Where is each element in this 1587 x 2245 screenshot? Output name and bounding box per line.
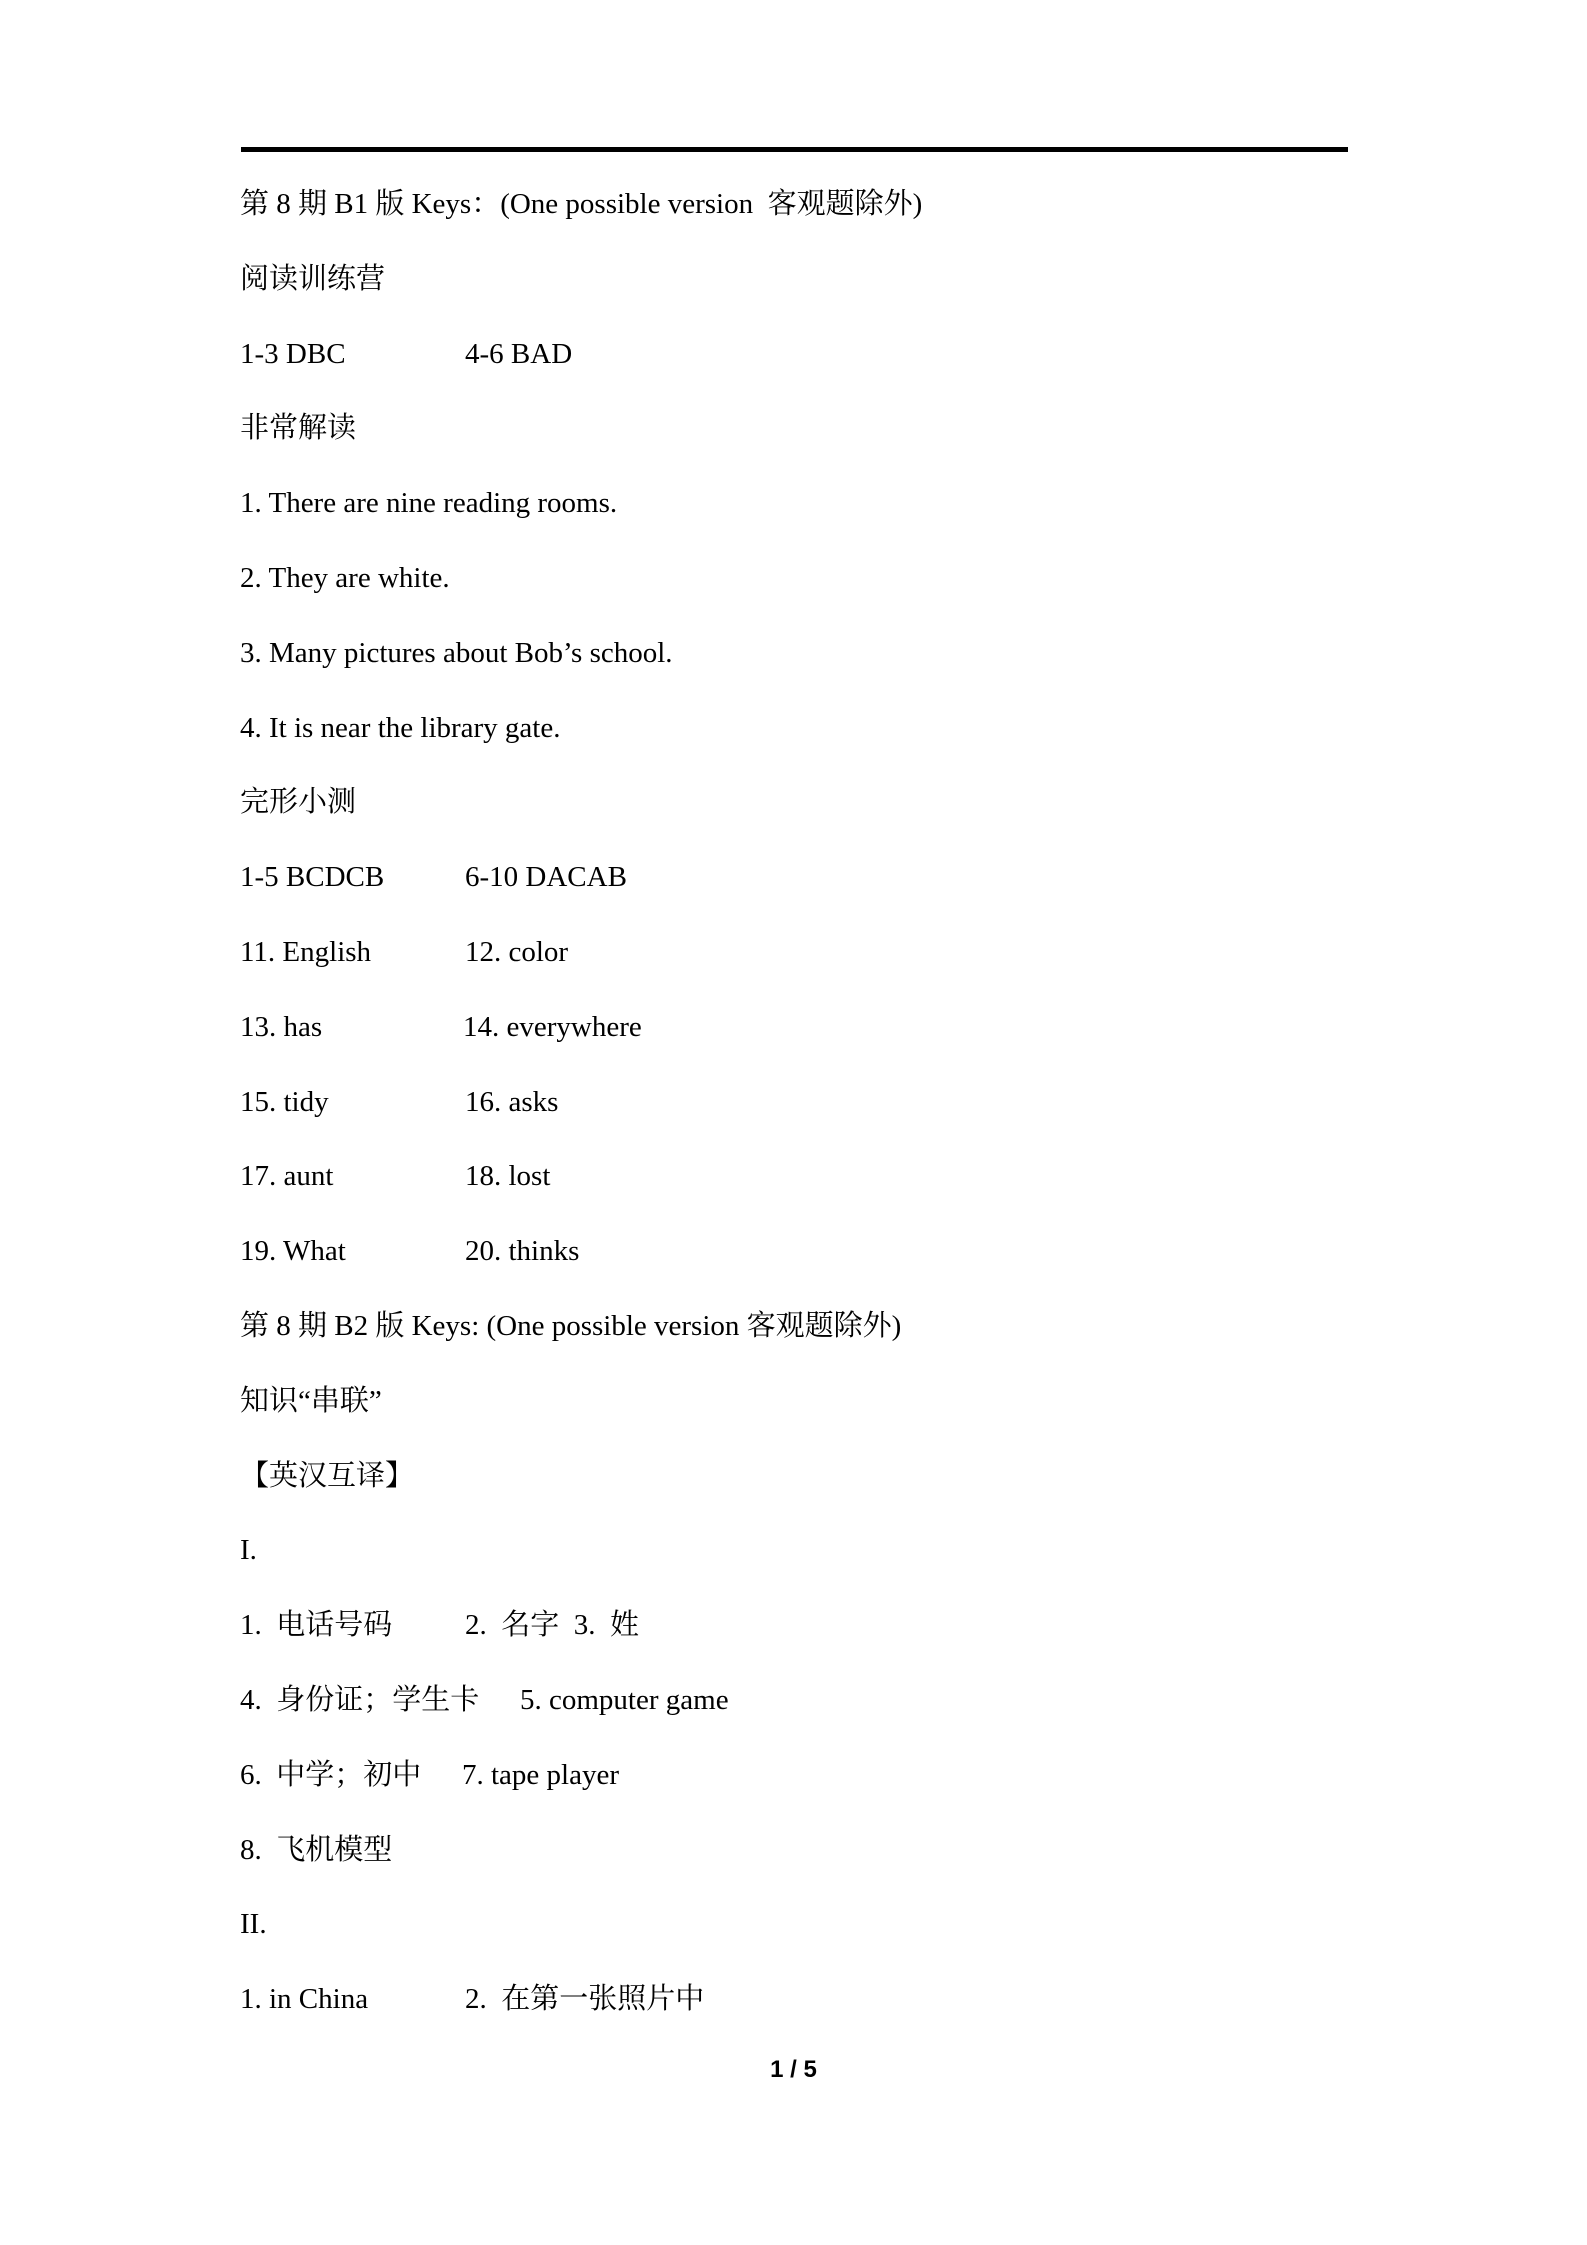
answer-col-2: 14. everywhere (463, 1010, 642, 1043)
answer-col-1: 15. tidy (240, 1085, 329, 1118)
answer-line: 1. There are nine reading rooms. (240, 487, 618, 520)
answer-row (240, 1214, 1350, 1289)
answer-row (240, 990, 1350, 1065)
answer-col-1: 11. English (240, 935, 372, 968)
answer-row (240, 915, 1350, 990)
header-rule (241, 147, 1348, 152)
answer-col-2: 16. asks (465, 1085, 559, 1118)
answer-col-1: 1. 电话号码 (240, 1609, 393, 1642)
answer-col-2: 20. thinks (465, 1235, 580, 1268)
section-title-reading-camp: 阅读训练营 (240, 262, 386, 295)
answer-row (240, 317, 1350, 392)
answer-line: 3. Many pictures about Bob’s school. (240, 636, 673, 669)
answer-col-1: 1-3 DBC (240, 337, 346, 370)
document-body (240, 167, 1350, 2037)
answer-col-1: 1. in China (240, 1983, 369, 2016)
answer-row (240, 1962, 1350, 2037)
answer-col-1: 13. has (240, 1010, 323, 1043)
answer-row (240, 1139, 1350, 1214)
answer-col-2: 5. computer game (520, 1683, 729, 1716)
answer-row (240, 1663, 1350, 1738)
answer-col-1: 17. aunt (240, 1160, 334, 1193)
answer-col-2: 2. 名字 3. 姓 (465, 1609, 640, 1642)
section-title-close-reading: 非常解读 (240, 412, 357, 445)
section-title-cloze-quiz: 完形小测 (240, 786, 357, 819)
b2-keys-heading: 第 8 期 B2 版 Keys: (One possible version 客观题除外) (240, 1309, 902, 1342)
section-title-knowledge-link: 知识“串联” (240, 1384, 382, 1417)
answer-col-2: 12. color (465, 935, 569, 968)
page-number: 1 / 5 (770, 2056, 817, 2083)
answer-line: 4. It is near the library gate. (240, 711, 561, 744)
answer-col-1: 1-5 BCDCB (240, 861, 385, 894)
answer-row (240, 1588, 1350, 1663)
answer-col-2: 18. lost (465, 1160, 551, 1193)
b1-keys-heading: 第 8 期 B1 版 Keys：(One possible version 客观题除外) (240, 188, 923, 220)
section-title-translation: 【英汉互译】 (240, 1459, 415, 1492)
answer-line: 8. 飞机模型 (240, 1833, 393, 1866)
answer-col-2: 2. 在第一张照片中 (465, 1983, 705, 2016)
answer-col-2: 7. tape player (462, 1758, 620, 1791)
answer-row (240, 840, 1350, 915)
answer-col-1: 19. What (240, 1235, 346, 1268)
answer-col-1: 6. 中学；初中 (240, 1758, 422, 1791)
answer-row (240, 1065, 1350, 1140)
answer-col-1: 4. 身份证；学生卡 (240, 1683, 480, 1716)
answer-line: 2. They are white. (240, 561, 450, 594)
answer-col-2: 6-10 DACAB (465, 861, 627, 894)
roman-numeral-ii: II. (240, 1908, 267, 1941)
roman-numeral-i: I. (240, 1534, 257, 1567)
answer-row (240, 1738, 1350, 1813)
answer-col-2: 4-6 BAD (465, 337, 573, 370)
